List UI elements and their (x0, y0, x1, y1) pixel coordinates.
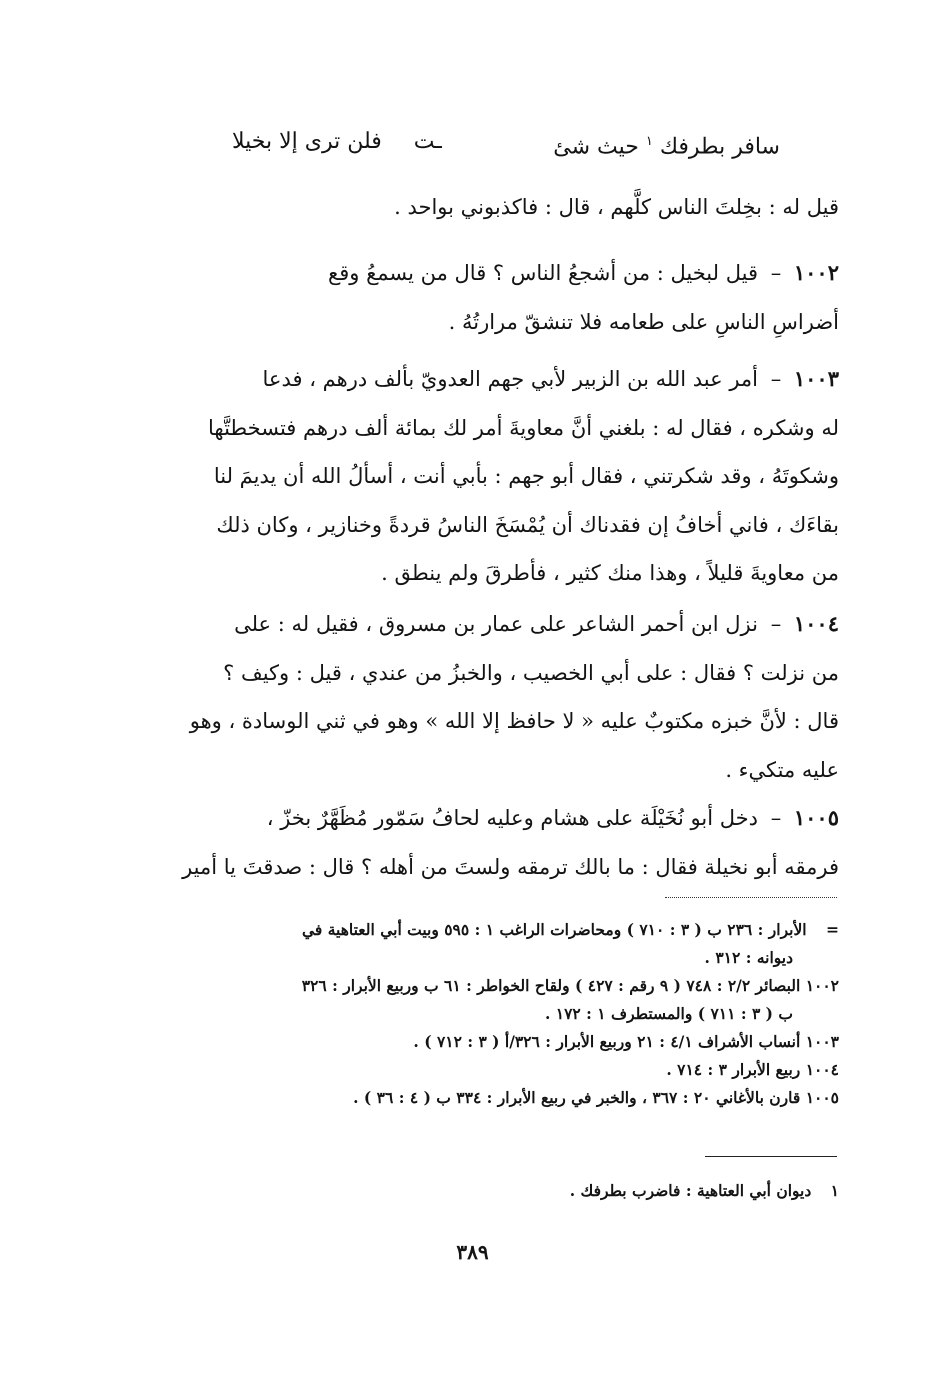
reference-label: = (826, 920, 839, 939)
paragraph-line: وشكوتَهُ ، وقد شكرتني ، فقال أبو جهم : بأبي أنت ، أسألُ الله أن يديمَ لنا (213, 464, 839, 488)
paragraph-1002 (109, 249, 839, 346)
paragraph-text: قيل لبخيل : من أشجعُ الناس ؟ قال من يسمعُ وقع (328, 261, 758, 285)
paragraph-text: أمر عبد الله بن الزبير لأبي جهم العدويّ بألف درهم ، فدعا (262, 367, 758, 391)
reference-text: الأبرار : ٢٣٦ ب ( ٣ : ٧١٠ ) ومحاضرات الراغب ١ : ٥٩٥ وبيت أبي العتاهية في (302, 920, 807, 939)
paragraph-line (109, 600, 839, 649)
paragraph-1004 (109, 600, 839, 794)
verse-second-hemistich-text: فلن ترى إلا بخيلا (232, 129, 382, 154)
paragraph-line: من نزلت ؟ فقال : على أبي الخصيب ، والخبزُ من عندي ، قيل : وكيف ؟ (223, 660, 839, 685)
dash: – (770, 612, 782, 636)
verse-first-hemistich (553, 122, 780, 167)
paragraph-1003 (109, 355, 839, 598)
verse-second-hemistich (232, 122, 442, 167)
poem-verse (232, 122, 780, 167)
reference-text: البصائر ٢/٢ : ٧٤٨ ( ٩ رقم : ٤٢٧ ) ولقاح الخواطر : ٦١ ب وربيع الأبرار : ٣٢٦ (301, 976, 801, 995)
paragraph-line (109, 355, 839, 404)
reference-line (109, 1056, 839, 1084)
reference-text: قارن بالأغاني ٢٠ : ٣٦٧ ، والخبر في ربيع الأبرار : ٣٣٤ ب ( ٤ : ٣٦ ) . (353, 1088, 801, 1107)
paragraph-line: فرمقه أبو نخيلة فقال : ما بالك ترمقه ولستَ من أهله ؟ قال : صدقتَ يا أمير (182, 854, 839, 879)
reference-label: ١٠٠٢ (805, 976, 839, 995)
reference-line (109, 972, 839, 1000)
paragraph-line: عليه متكيء . (725, 757, 839, 782)
paragraph-line: قال : لأنَّ خبزه مكتوبٌ عليه « لا حافظ إلا الله » وهو في ثني الوسادة ، وهو (189, 709, 839, 733)
dotted-separator (665, 897, 837, 898)
footnote-mark: ١ (645, 134, 653, 149)
footnote-text: ديوان أبي العتاهية : فاضرب بطرفك . (569, 1181, 812, 1200)
footnote (109, 1178, 839, 1204)
verse-first-hemistich-end: حيث شئ (553, 134, 639, 160)
paragraph-line (109, 794, 839, 843)
reference-text: ربيع الأبرار ٣ : ٧١٤ . (666, 1060, 801, 1079)
dash: – (770, 806, 782, 830)
paragraph-number: ١٠٠٣ (793, 366, 839, 391)
paragraph-text: دخل أبو نُخَيْلَة على هشام وعليه لحافُ سَمّور مُظَهَّرٌ بخزّ ، (266, 806, 758, 830)
footnote-rule (705, 1156, 837, 1157)
footnote-number: ١ (830, 1181, 839, 1200)
paragraph-number: ١٠٠٥ (793, 805, 839, 830)
paragraph-line: بقاءَك ، فاني أخافُ إن فقدناك أن يُمْسَخَ الناسُ قردةً وخنازير ، وكان ذلك (216, 512, 839, 537)
reference-label: ١٠٠٣ (805, 1032, 839, 1051)
reference-label: ١٠٠٥ (805, 1088, 839, 1107)
paragraph-1005 (109, 794, 839, 891)
paragraph-line: له وشكره ، فقال له : بلغني أنَّ معاويةَ أمر لك بمائة ألف درهم فتسخطتَّها (208, 415, 839, 440)
paragraph-number: ١٠٠٤ (793, 611, 839, 636)
references (109, 916, 839, 1112)
reference-line (109, 1084, 839, 1112)
paragraph-line: قيل له : بخِلتَ الناس كلَّهم ، قال : فاكذبوني بواحد . (394, 195, 839, 219)
paragraph-line: من معاويةَ قليلاً ، وهذا منك كثير ، فأطرقَ ولم ينطق . (381, 561, 839, 585)
dash: – (770, 261, 782, 285)
verse-second-hemistich-start: ـت (413, 129, 442, 154)
paragraph-continuation (109, 183, 839, 232)
verse-first-hemistich-text: سافر بطرفك (659, 134, 780, 160)
paragraph-line (109, 249, 839, 298)
reference-line: ديوانه : ٣١٢ . (704, 948, 793, 967)
paragraph-number: ١٠٠٢ (793, 260, 839, 285)
reference-line: ب ( ٣ : ٧١١ ) والمستطرف ١ : ١٧٢ . (544, 1004, 793, 1023)
reference-label: ١٠٠٤ (805, 1060, 839, 1079)
paragraph-line: أضراسِ الناسِ على طعامه فلا تنشقّ مرارتُهُ . (448, 309, 839, 334)
paragraph-text: نزل ابن أحمر الشاعر على عمار بن مسروق ، فقيل له : على (234, 612, 758, 636)
reference-line (109, 1028, 839, 1056)
dash: – (770, 367, 782, 391)
page-number: ٣٨٩ (456, 1240, 489, 1264)
reference-line (109, 916, 839, 944)
reference-text: أنساب الأشراف ٤/١ : ٢١ وربيع الأبرار : ٣٢٦/أ ( ٣ : ٧١٢ ) . (413, 1032, 801, 1051)
